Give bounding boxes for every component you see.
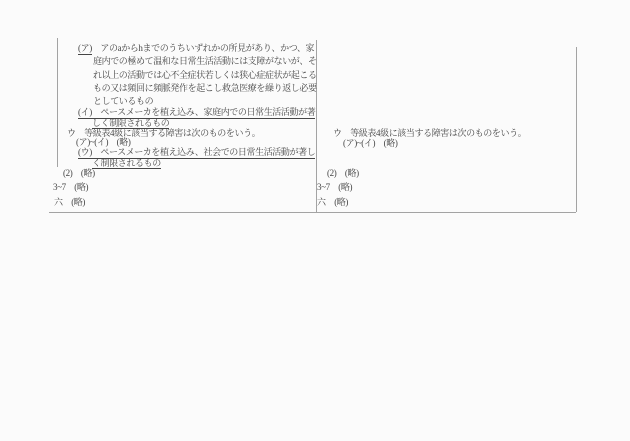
document-text: 六 (略) [54,197,85,207]
document-text: (2) (略) [327,168,359,178]
document-text: (ア)~(イ) (略) [343,137,398,148]
document-text: アのaからhまでのうちいずれかの所見があり、かつ、家 [91,43,315,53]
document-text: ウ 等級表4級に該当する障害は次のものをいう。 [333,127,527,138]
underlined-amended-text: しく制限されるもの [92,117,170,128]
document-text: れ以上の活動では心不全症状若しくは狭心症症状が起こる [93,70,317,80]
text-line [333,128,526,138]
document-text: としているもの [93,96,154,106]
document-text: (2) (略) [63,168,95,178]
underlined-amended-text: (ウ) ペースメーカを植え込み、社会での日常生活活動が著し [78,147,316,157]
text-line [343,138,397,148]
document-text: 六 (略) [317,197,348,207]
document-text: 庭内での極めて温和な日常生活活動には支障がないが、そ [93,56,317,66]
text-line [317,182,352,192]
text-line [317,197,348,207]
underlined-amended-text: く制限されるもの [92,157,161,168]
document-text: ウ 等級表4級に該当する障害は次のものをいう。 [67,127,261,138]
underlined-amended-text: (ア) [78,43,92,53]
text-line [327,168,359,178]
document-text: (ア)~(イ) (略) [76,137,131,147]
underlined-amended-text: (イ) ペースメーカを植え込み、家庭内での日常生活活動が著 [78,107,316,117]
document-text: 3~7 (略) [317,182,353,192]
document-text: もの又は頻回に頻脈発作を起こし救急医療を繰り返し必要 [93,83,317,93]
document-text: 3~7 (略) [53,182,89,192]
